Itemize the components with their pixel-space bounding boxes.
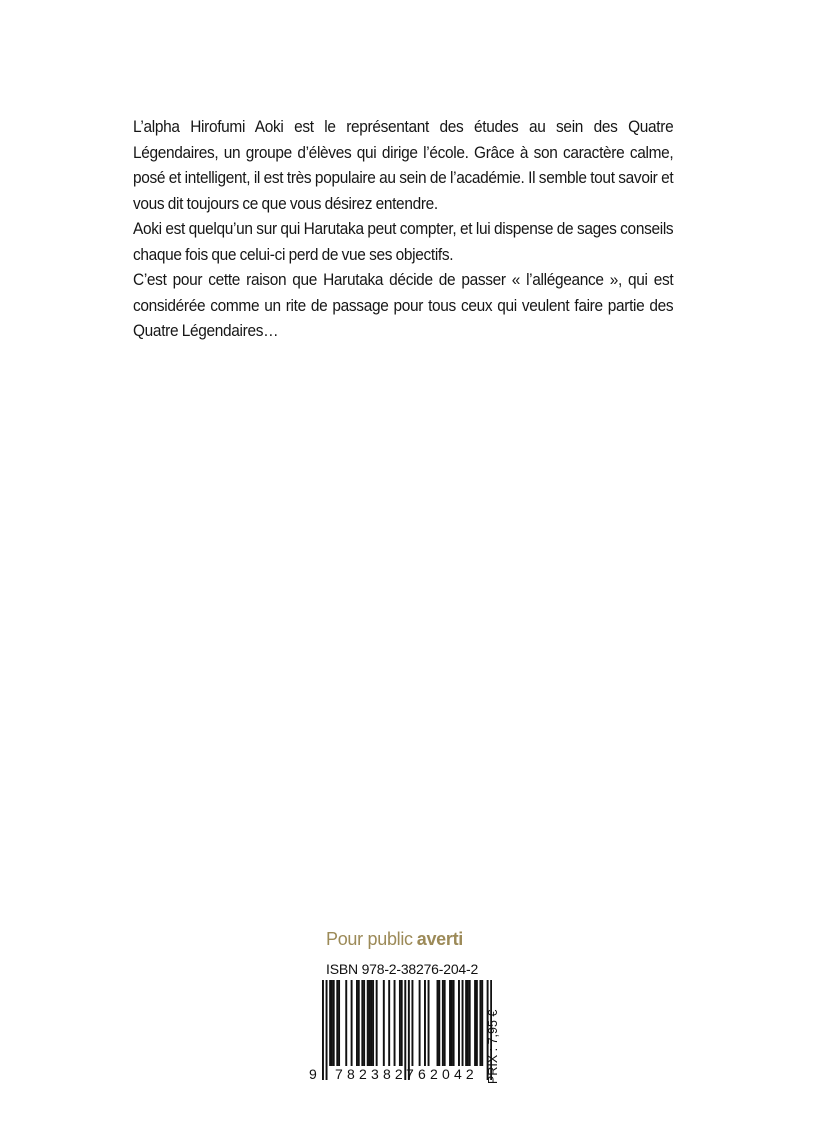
barcode-bar [356, 980, 358, 1066]
barcode-bar [451, 980, 453, 1066]
barcode-bar [369, 980, 371, 1066]
barcode-bar [394, 980, 396, 1066]
barcode-bar [367, 980, 369, 1066]
price-label: PRIX : 7,95 € [486, 1009, 500, 1084]
isbn-label: ISBN 978-2-38276-204-2 [326, 961, 479, 977]
barcode-bar [333, 980, 335, 1066]
barcode-bar [474, 980, 476, 1066]
barcode-bar [449, 980, 451, 1066]
rating-prefix: Pour public [326, 929, 413, 949]
barcode-bar [401, 980, 403, 1066]
synopsis-paragraph-1: L’alpha Hirofumi Aoki est le représentant des études au sein des Quatre Légendaires, un groupe d’élèves qui dirige l’école. Grâce à son caractère calme, posé et intelligent, il est très populaire au sein de l’académie. Il semble tout savoir et vous dit toujours ce que vous désirez entendre. [133, 117, 674, 213]
back-cover-synopsis [133, 114, 673, 344]
barcode-bars [322, 980, 492, 1080]
barcode-bar [345, 980, 347, 1066]
barcode-bar [404, 980, 406, 1080]
barcode-bar [453, 980, 455, 1066]
barcode-bar [465, 980, 467, 1066]
barcode-bar [329, 980, 331, 1066]
barcode-bar [438, 980, 440, 1066]
barcode-bar [372, 980, 374, 1066]
barcode-bar [326, 980, 328, 1080]
barcode-bar [437, 980, 439, 1066]
barcode-bar [479, 980, 481, 1066]
barcode-bar [383, 980, 385, 1066]
barcode-bar [399, 980, 401, 1066]
ean13-barcode [309, 978, 509, 1094]
barcode-bar [351, 980, 353, 1066]
barcode-bar [467, 980, 469, 1066]
barcode-bar [442, 980, 444, 1066]
synopsis-paragraph-3: C’est pour cette raison que Harutaka décide de passer « l’allégeance », qui est considérée comme un rite de passage pour tous ceux qui veulent faire partie des Quatre Légendaires… [133, 270, 674, 340]
barcode-bar [370, 980, 372, 1066]
barcode-bar [408, 980, 410, 1080]
barcode-bar [388, 980, 390, 1066]
barcode-bar [476, 980, 478, 1066]
barcode-bar [458, 980, 460, 1066]
barcode-digits-right: 762042 [406, 1066, 478, 1082]
barcode-bar [376, 980, 378, 1066]
barcode-bar [322, 980, 324, 1080]
barcode-bar [363, 980, 365, 1066]
barcode-bar [481, 980, 483, 1066]
barcode-bar [444, 980, 446, 1066]
barcode-bar [462, 980, 464, 1066]
barcode-bar [428, 980, 430, 1066]
barcode-digits-left: 782382 [335, 1066, 407, 1082]
barcode-bar [358, 980, 360, 1066]
audience-rating [326, 929, 526, 950]
barcode-bar [338, 980, 340, 1066]
barcode-bar [419, 980, 421, 1066]
synopsis-paragraph-2: Aoki est quelqu’un sur qui Harutaka peut compter, et lui dispense de sages conseils chaque fois que celui-ci perd de vue ses objectifs. [133, 219, 674, 264]
barcode-digit-first: 9 [309, 1066, 317, 1082]
rating-emphasis: averti [416, 929, 463, 949]
barcode-bar [469, 980, 471, 1066]
barcode-bar [336, 980, 338, 1066]
barcode-bar [424, 980, 426, 1066]
barcode-bar [361, 980, 363, 1066]
barcode-bar [331, 980, 333, 1066]
barcode-bar [411, 980, 413, 1066]
